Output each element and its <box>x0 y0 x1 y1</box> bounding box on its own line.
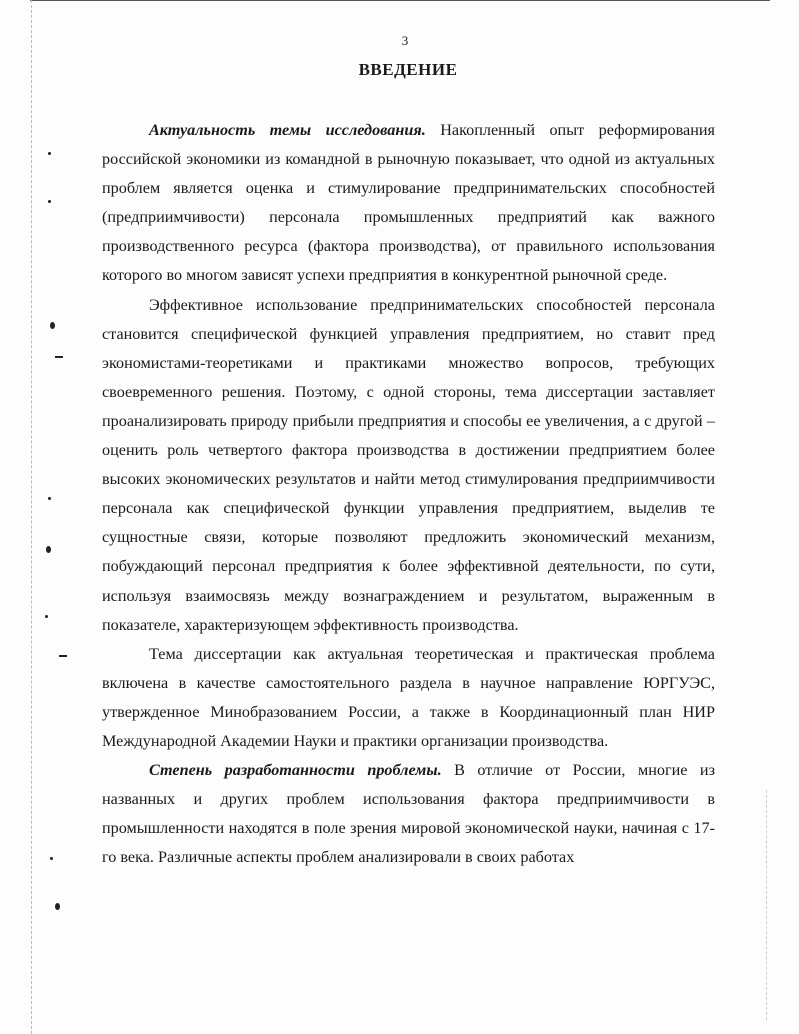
right-margin-line <box>766 790 767 1020</box>
page-number: 3 <box>401 33 409 48</box>
scan-speck <box>46 546 51 553</box>
paragraph-text: Тема диссертации как актуальная теоретическая и практическая проблема включена в качестве самостоятельного раздела в научное направление ЮРГУЭС, утвержденное Минобразованием России, а также в Координационный план НИР Международной Академии Науки и практики организации производства. <box>102 644 715 750</box>
scan-speck <box>55 903 60 910</box>
paragraph-lead: Актуальность темы исследования. <box>149 121 426 139</box>
paragraph-text: В отличие от России, многие из названных и других проблем использования фактора предприимчивости в промышленности находятся в поле зрения мировой экономической науки, начиная с 17-го века. Различные аспекты проблем анализировали в своих работах <box>102 761 715 867</box>
scan-speck <box>50 857 53 860</box>
body-text <box>102 116 715 872</box>
scan-speck <box>50 322 55 329</box>
paragraph-text: Накопленный опыт реформирования российской экономики из командной в рыночную показывает, что одной из актуальных проблем является оценка и стимулирование предпринимательских способностей (предприимчивости) персонала промышленных предприятий как важного производственного ресурса (фактора производства), от правильного использования которого во многом зависят успехи предприятия в конкурентной рыночной среде. <box>102 121 715 285</box>
paragraph-text: Эффективное использование предпринимательских способностей персонала становится специфической функцией управления предприятием, но ставит пред экономистами-теоретиками и практиками множество вопросов, требующих своевременного решения. Поэтому, с одной стороны, тема диссертации заставляет проанализировать природу прибыли предприятия и способы ее увеличения, а с другой – оценить роль четвертого фактора производства в достижении предприятием более высоких экономических результатов и найти метод стимулирования предприимчивости персонала как специфической функции управления предприятием, выделив те сущностные связи, которые позволяют предложить экономический механизм, побуждающий персонал предприятия к более эффективной деятельности, по сути, используя взаимосвязь между вознаграждением и результатом, выраженным в показателе, характеризующем эффективность производства. <box>102 295 715 634</box>
page-title: ВВЕДЕНИЕ <box>358 60 458 79</box>
top-border-line <box>30 0 770 1</box>
left-margin-line <box>31 0 32 1034</box>
scan-speck <box>55 356 63 358</box>
scan-speck <box>45 615 48 618</box>
paragraph-topic-inclusion <box>102 640 715 756</box>
scan-speck <box>59 655 67 657</box>
paragraph-degree-of-development <box>102 756 715 872</box>
scan-speck <box>48 497 51 500</box>
paragraph-entrepreneurial-use <box>102 291 715 640</box>
scan-speck <box>48 152 51 155</box>
paragraph-relevance <box>102 116 715 291</box>
scan-speck <box>48 200 51 203</box>
paragraph-lead: Степень разработанности проблемы. <box>149 761 442 780</box>
